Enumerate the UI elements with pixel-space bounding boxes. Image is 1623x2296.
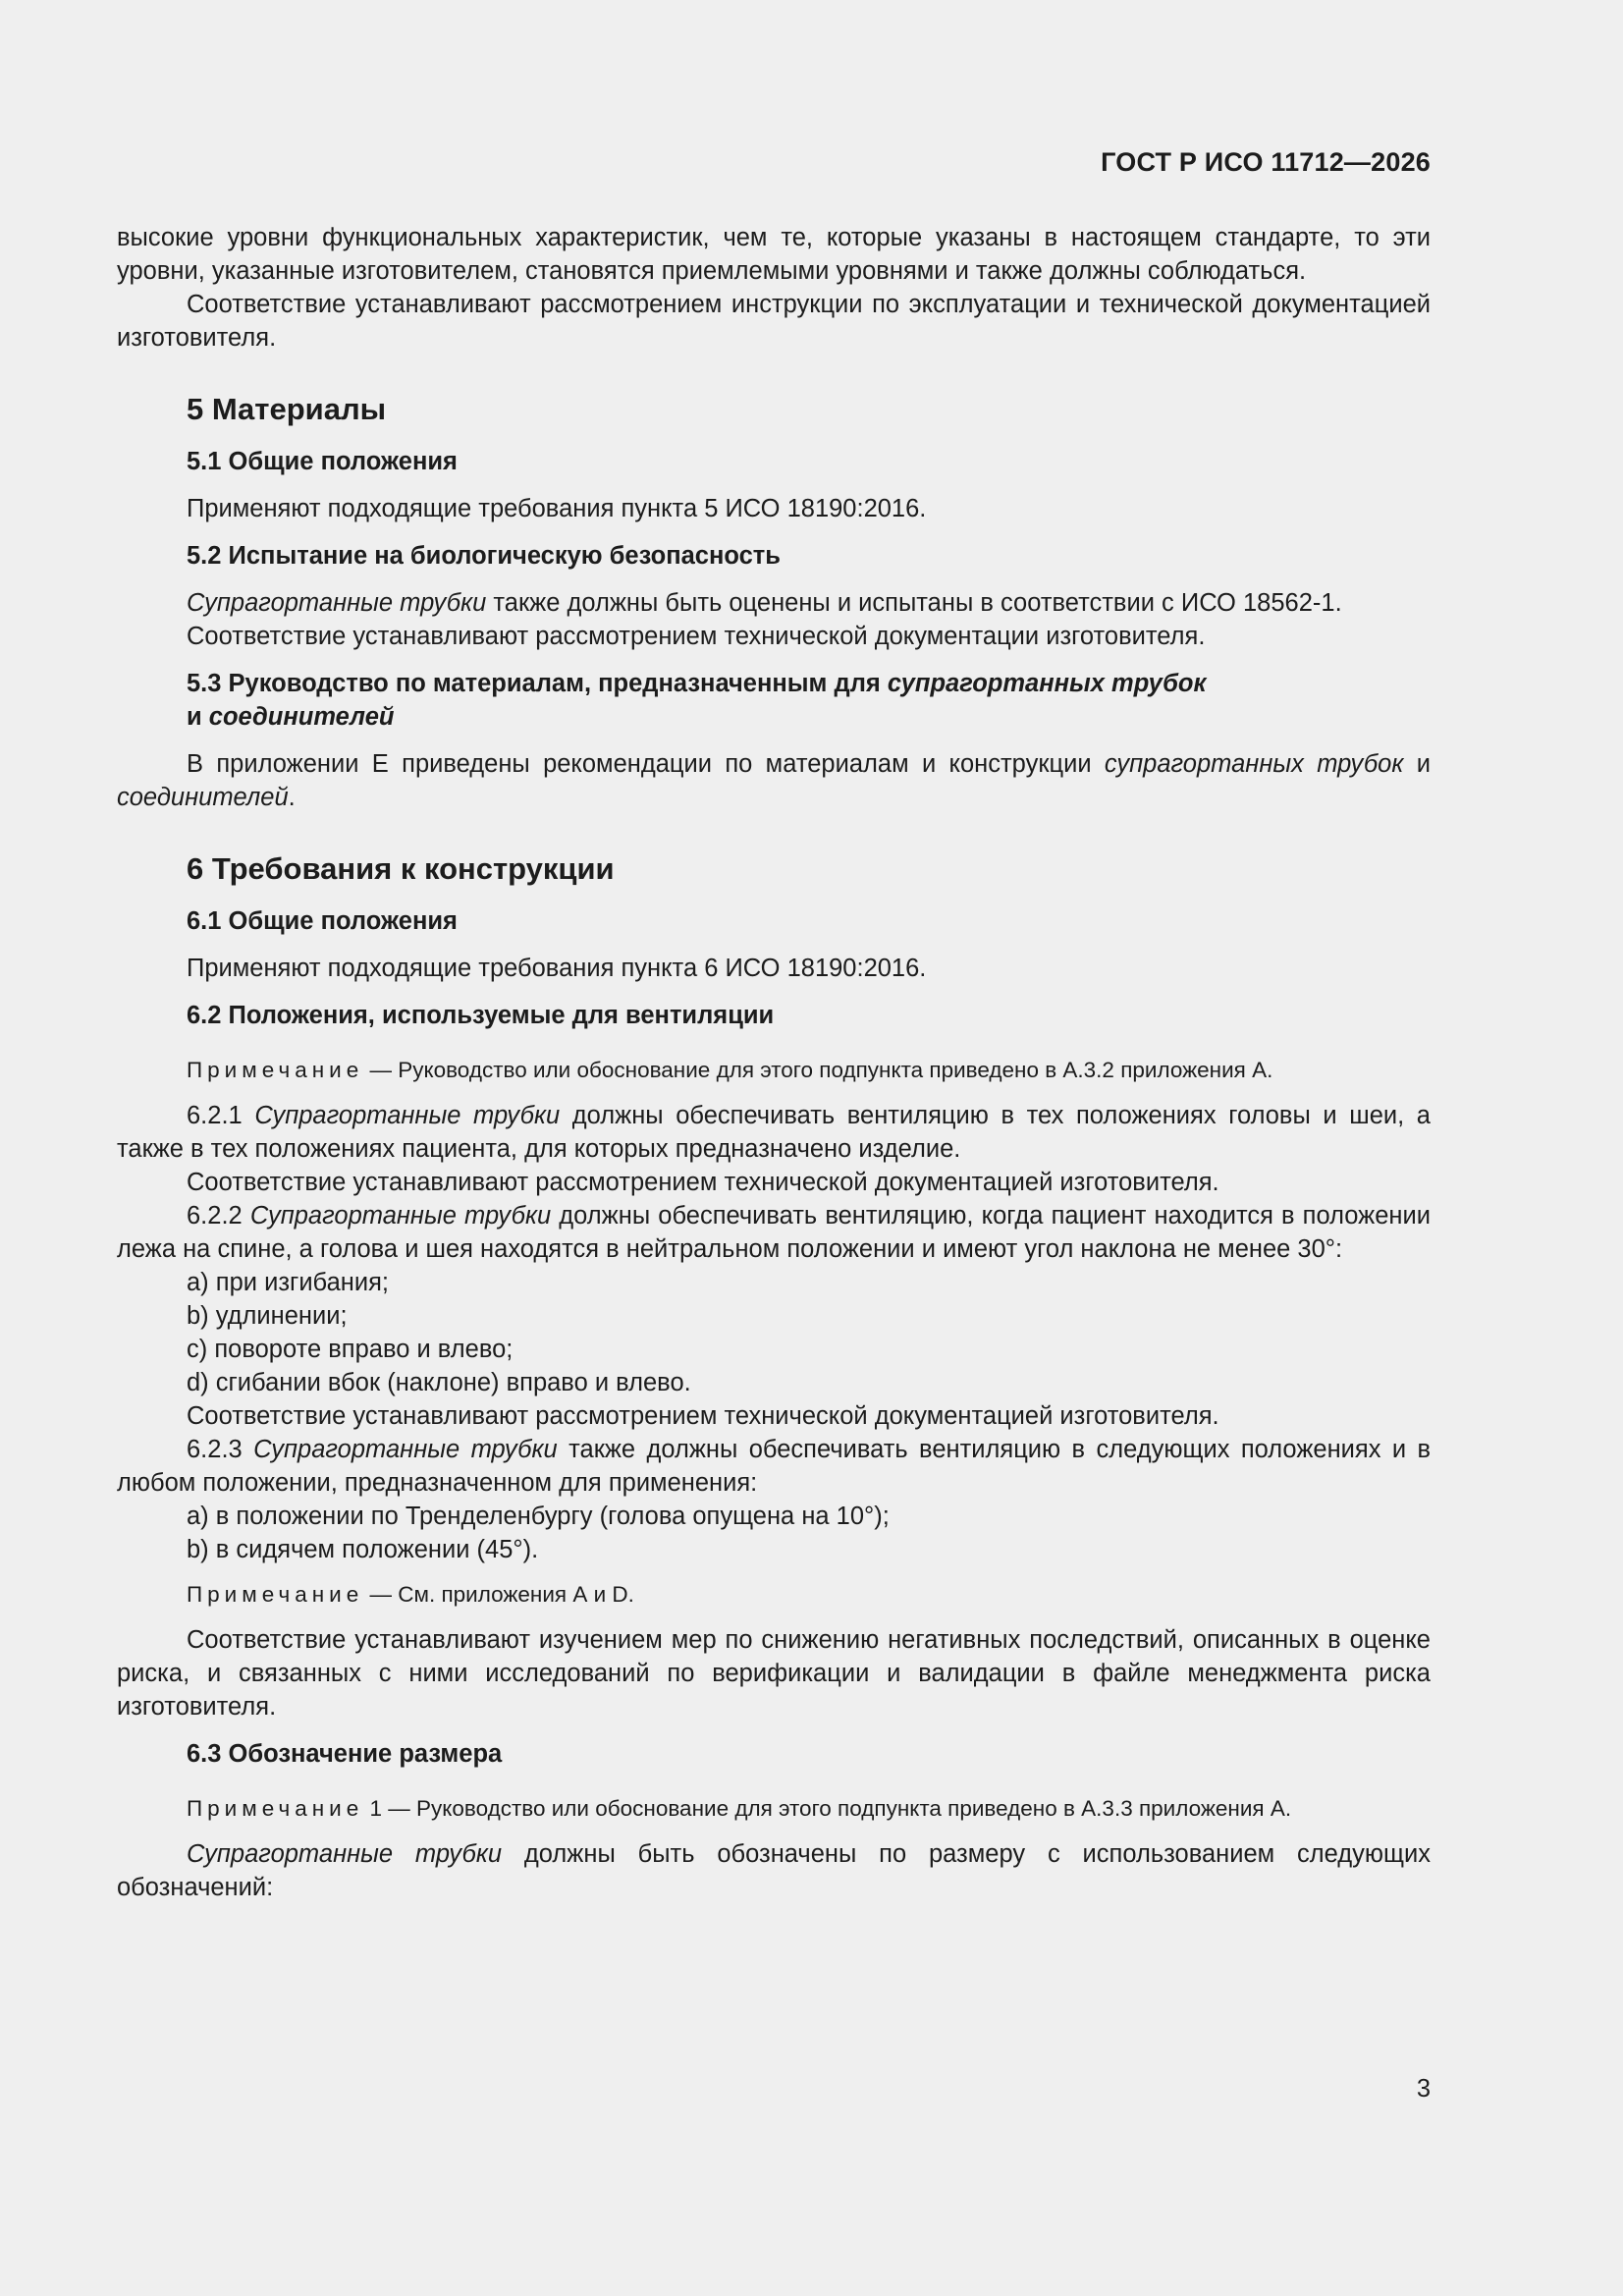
page-content xyxy=(117,221,1431,1904)
section-6-3-title: 6.3 Обозначение размера xyxy=(187,1740,503,1768)
section-5-2-conformance: Соответствие устанавливают рассмотрением технической документации изготовителя. xyxy=(187,623,1206,650)
note-6-2-3 xyxy=(117,1580,1431,1610)
note-text: 1 — Руководство или обоснование для этого подпункта приведено в А.3.3 приложения А. xyxy=(363,1796,1292,1821)
document-header: ГОСТ Р ИСО 11712—2026 xyxy=(1101,147,1431,177)
text-run: также должны быть оценены и испытаны в соответствии с ИСО 18562-1. xyxy=(486,589,1342,617)
section-5-2-title: 5.2 Испытание на биологическую безопасность xyxy=(187,542,781,570)
clause-number: 6.2.3 xyxy=(187,1436,254,1463)
term-italic: соединителей xyxy=(117,784,289,811)
conformance-6-2-3: Соответствие устанавливают изучением мер по снижению негативных последствий, описанных в оценке риска, и связанных с ними исследований по верификации и валидации в файле менеджмента риска изготовителя. xyxy=(117,1626,1431,1721)
list-item: b) удлинении; xyxy=(187,1302,348,1330)
list-item: b) в сидячем положении (45°). xyxy=(187,1536,539,1563)
section-6-1-title: 6.1 Общие положения xyxy=(187,907,458,935)
text-run: . xyxy=(288,784,296,811)
clause-6-2-3 xyxy=(117,1433,1431,1500)
text-run: и xyxy=(1403,750,1431,778)
list-item: a) в положении по Тренделенбургу (голова опущена на 10°); xyxy=(187,1503,890,1530)
section-6-3-text xyxy=(117,1837,1431,1904)
text-run: В приложении Е приведены рекомендации по материалам и конструкции xyxy=(187,750,1105,778)
text-run: и xyxy=(187,703,209,731)
note-label: Примечание xyxy=(187,1582,364,1607)
clause-6-2-2 xyxy=(117,1199,1431,1266)
term-italic: Супрагортанные трубки xyxy=(187,589,487,617)
clause-number: 6.2.2 xyxy=(187,1202,250,1230)
term-italic: Супрагортанные трубки xyxy=(187,1840,503,1868)
page-number: 3 xyxy=(1416,2075,1431,2103)
list-item: a) при изгибания; xyxy=(187,1269,389,1296)
list-item: d) сгибании вбок (наклоне) вправо и влево. xyxy=(187,1369,691,1396)
section-6-title: 6 Требования к конструкции xyxy=(187,851,615,886)
note-6-3 xyxy=(117,1794,1431,1824)
term-italic: супрагортанных трубок xyxy=(1104,750,1404,778)
term-italic: Супрагортанные трубки xyxy=(254,1102,561,1129)
clause-6-2-1 xyxy=(117,1099,1431,1166)
text-run: 5.3 Руководство по материалам, предназначенным для xyxy=(187,670,888,697)
conformance-6-2-2: Соответствие устанавливают рассмотрением технической документацией изготовителя. xyxy=(187,1402,1219,1430)
section-5-title: 5 Материалы xyxy=(187,392,387,426)
section-5-1-title: 5.1 Общие положения xyxy=(187,448,458,475)
term-italic: соединителей xyxy=(208,703,395,731)
section-6-1-text: Применяют подходящие требования пункта 6 ИСО 18190:2016. xyxy=(187,955,927,982)
list-item: c) повороте вправо и влево; xyxy=(187,1336,514,1363)
term-italic: супрагортанных трубок xyxy=(887,670,1207,697)
note-label: Примечание xyxy=(187,1796,364,1821)
clause-number: 6.2.1 xyxy=(187,1102,255,1129)
section-5-1-text: Применяют подходящие требования пункта 5 ИСО 18190:2016. xyxy=(187,495,927,522)
term-italic: Супрагортанные трубки xyxy=(253,1436,558,1463)
note-6-2 xyxy=(117,1056,1431,1085)
section-5-2-text xyxy=(117,586,1431,620)
text-run: должны обеспечивать вентиляцию, когда пациент находится в положении лежа на спине, а голова и шея находятся в нейтральном положении и имеют угол наклона не менее 30°: xyxy=(117,1202,1431,1263)
conformance-6-2-1: Соответствие устанавливают рассмотрением технической документацией изготовителя. xyxy=(187,1169,1219,1196)
section-6-2-title: 6.2 Положения, используемые для вентиляции xyxy=(187,1002,775,1029)
note-text: — Руководство или обоснование для этого подпункта приведено в А.3.2 приложения А. xyxy=(363,1058,1273,1082)
note-text: — См. приложения А и D. xyxy=(363,1582,634,1607)
intro-paragraph-1: высокие уровни функциональных характеристик, чем те, которые указаны в настоящем стандарте, то эти уровни, указанные изготовителем, становятся приемлемыми уровнями и также должны соблюдаться. xyxy=(117,224,1431,285)
text-run: также должны обеспечивать вентиляцию в следующих положениях и в любом положении, предназначенном для применения: xyxy=(117,1436,1432,1497)
section-5-3-title xyxy=(117,667,1431,734)
note-label: Примечание xyxy=(187,1058,364,1082)
text-run: должны быть обозначены по размеру с использованием следующих обозначений: xyxy=(117,1840,1432,1901)
section-5-3-text xyxy=(117,747,1431,814)
intro-paragraph-2: Соответствие устанавливают рассмотрением инструкции по эксплуатации и технической документацией изготовителя. xyxy=(117,291,1431,352)
term-italic: Супрагортанные трубки xyxy=(249,1202,552,1230)
text-run: должны обеспечивать вентиляцию в тех положениях головы и шеи, а также в тех положениях пациента, для которых предназначено изделие. xyxy=(117,1102,1431,1163)
